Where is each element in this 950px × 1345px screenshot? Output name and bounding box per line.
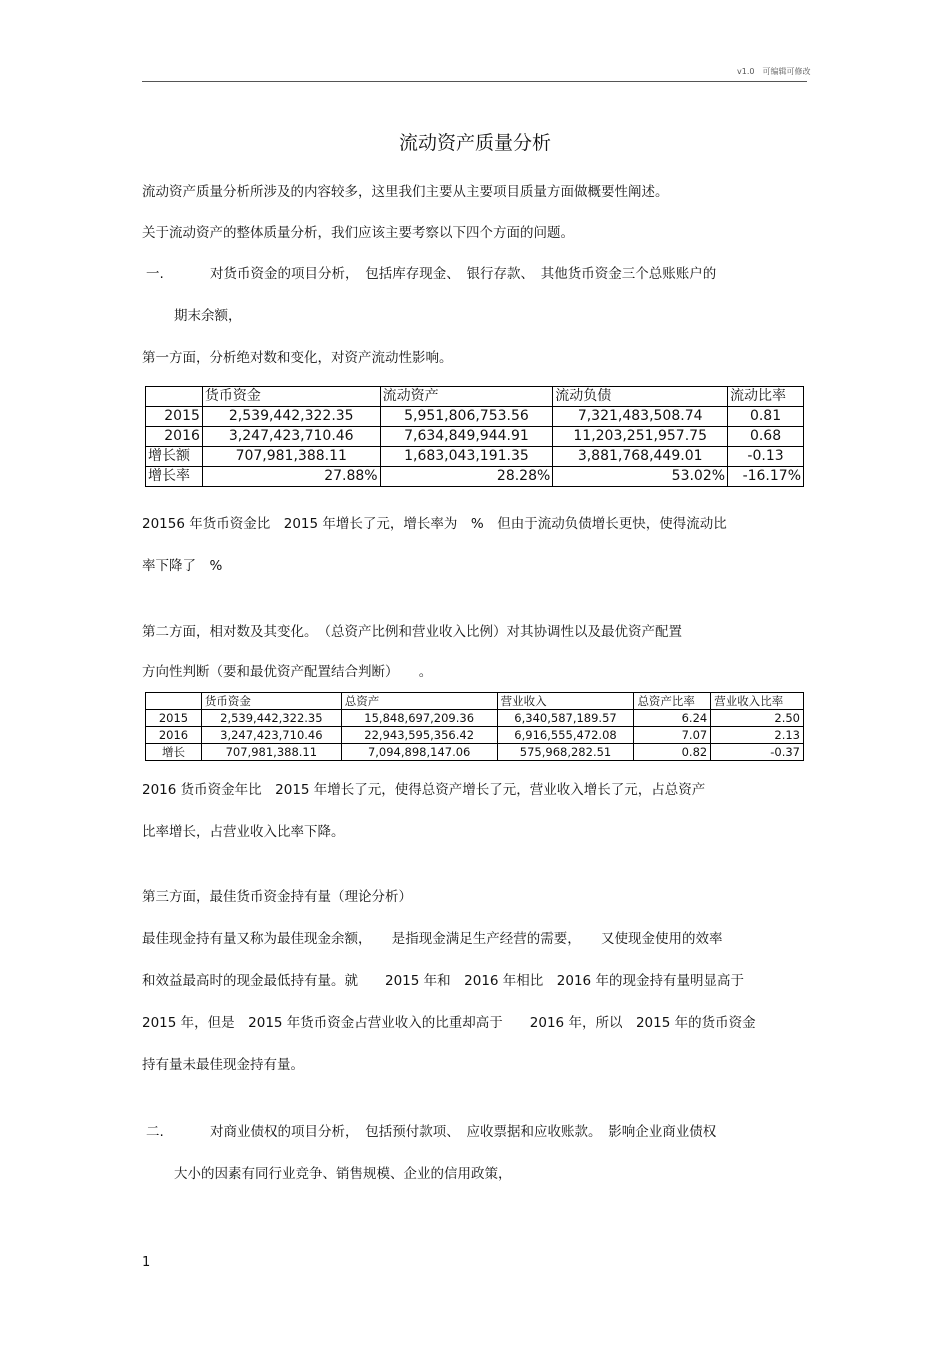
aspect-2-heading-cont: 方向性判断（要和最优资产配置结合判断） 。: [142, 664, 433, 680]
table-header-cell: 营业收入: [497, 693, 634, 710]
table-header-cell: 货币资金: [202, 387, 380, 407]
table-row: [146, 710, 804, 727]
table-header-cell: 总资产比率: [634, 693, 711, 710]
table-ratios: [145, 692, 804, 761]
header-divider: [142, 81, 807, 82]
intro-paragraph-1: 流动资产质量分析所涉及的内容较多，这里我们主要从主要项目质量方面做概要性阐述。: [142, 184, 669, 200]
table-header-cell: 总资产: [341, 693, 497, 710]
table-header-cell: [146, 693, 202, 710]
intro-paragraph-2: 关于流动资产的整体质量分析，我们应该主要考察以下四个方面的问题。: [142, 225, 574, 241]
table-header-cell: 流动比率: [728, 387, 804, 407]
table-cell: 7.07: [634, 727, 711, 744]
table-row: [146, 744, 804, 761]
table-cell: 增长额: [146, 447, 203, 467]
table-cell: 575,968,282.51: [497, 744, 634, 761]
table-cell: 3,881,768,449.01: [553, 447, 728, 467]
table-cell: 28.28%: [380, 467, 553, 487]
page-number: 1: [142, 1255, 151, 1270]
aspect-2-heading: 第二方面，相对数及其变化。 （总资产比例和营业收入比例）对其协调性以及最优资产配置: [142, 624, 682, 640]
aspect-3-heading: 第三方面，最佳货币资金持有量（理论分析）: [142, 889, 412, 905]
aspect-1-conclusion: 20156 年货币资金比 2015 年增长了元，增长率为 % 但由于流动负债增长更快，使得流动比: [142, 516, 727, 532]
table-cell: 0.81: [728, 407, 804, 427]
aspect-2-conclusion-cont: 比率增长，占营业收入比率下降。: [142, 824, 345, 840]
table-row: [146, 407, 804, 427]
table-cell: 0.68: [728, 427, 804, 447]
table-cell: 7,094,898,147.06: [341, 744, 497, 761]
table-cell: 增长: [146, 744, 202, 761]
table-cell: 5,951,806,753.56: [380, 407, 553, 427]
table-header-cell: 货币资金: [201, 693, 341, 710]
table-cell: 增长率: [146, 467, 203, 487]
table-cell: 11,203,251,957.75: [553, 427, 728, 447]
table-cell: 53.02%: [553, 467, 728, 487]
table-cell: 7,321,483,508.74: [553, 407, 728, 427]
section-1-label: 一.: [146, 266, 164, 282]
section-1-text-cont: 期末余额，: [174, 308, 242, 324]
section-2-label: 二.: [146, 1124, 164, 1140]
aspect-2-conclusion: 2016 货币资金年比 2015 年增长了元，使得总资产增长了元，营业收入增长了元，占总资产: [142, 782, 706, 798]
table-cell: 6,916,555,472.08: [497, 727, 634, 744]
section-2-text-cont: 大小的因素有同行业竞争、销售规模、企业的信用政策，: [174, 1166, 512, 1182]
aspect-3-line-2: 和效益最高时的现金最低持有量。就 2015 年和 2016 年相比 2016 年的现金持有量明显高于: [142, 973, 744, 989]
table-row: [146, 447, 804, 467]
table-cell: 707,981,388.11: [202, 447, 380, 467]
table-row: [146, 427, 804, 447]
table-header-row: [146, 693, 804, 710]
table-cell: 2016: [146, 727, 202, 744]
table-liquidity: [145, 386, 804, 487]
section-1-text: 对货币资金的项目分析， 包括库存现金、 银行存款、 其他货币资金三个总账账户的: [210, 266, 717, 282]
table-cell: 6,340,587,189.57: [497, 710, 634, 727]
table-header-row: [146, 387, 804, 407]
aspect-3-line-1: 最佳现金持有量又称为最佳现金余额， 是指现金满足生产经营的需要， 又使现金使用的效率: [142, 931, 723, 947]
table-cell: 2016: [146, 427, 203, 447]
table-cell: 7,634,849,944.91: [380, 427, 553, 447]
table-cell: 2.50: [711, 710, 804, 727]
table-cell: 3,247,423,710.46: [201, 727, 341, 744]
table-cell: -16.17%: [728, 467, 804, 487]
table-cell: 22,943,595,356.42: [341, 727, 497, 744]
table-cell: 707,981,388.11: [201, 744, 341, 761]
header-note: v1.0 可编辑可修改: [737, 67, 811, 76]
aspect-3-line-3: 2015 年，但是 2015 年货币资金占营业收入的比重却高于 2016 年，所以 2015 年的货币资金: [142, 1015, 756, 1031]
table-cell: -0.37: [711, 744, 804, 761]
table-cell: 2,539,442,322.35: [201, 710, 341, 727]
table-cell: 1,683,043,191.35: [380, 447, 553, 467]
table-header-cell: 营业收入比率: [711, 693, 804, 710]
table-header-cell: 流动资产: [380, 387, 553, 407]
aspect-1-conclusion-cont: 率下降了 %: [142, 558, 223, 574]
table-cell: 2015: [146, 407, 203, 427]
page-title: 流动资产质量分析: [398, 132, 551, 154]
table-cell: 2,539,442,322.35: [202, 407, 380, 427]
table-cell: 2.13: [711, 727, 804, 744]
table-row: [146, 727, 804, 744]
table-cell: 27.88%: [202, 467, 380, 487]
table-cell: 6.24: [634, 710, 711, 727]
aspect-3-line-4: 持有量未最佳现金持有量。: [142, 1057, 304, 1073]
table-cell: 0.82: [634, 744, 711, 761]
table-row: [146, 467, 804, 487]
table-header-cell: 流动负债: [553, 387, 728, 407]
table-header-cell: [146, 387, 203, 407]
table-cell: 2015: [146, 710, 202, 727]
section-2-text: 对商业债权的项目分析， 包括预付款项、 应收票据和应收账款。 影响企业商业债权: [210, 1124, 717, 1140]
table-cell: -0.13: [728, 447, 804, 467]
aspect-1-heading: 第一方面，分析绝对数和变化，对资产流动性影响。: [142, 350, 453, 366]
table-cell: 15,848,697,209.36: [341, 710, 497, 727]
table-cell: 3,247,423,710.46: [202, 427, 380, 447]
